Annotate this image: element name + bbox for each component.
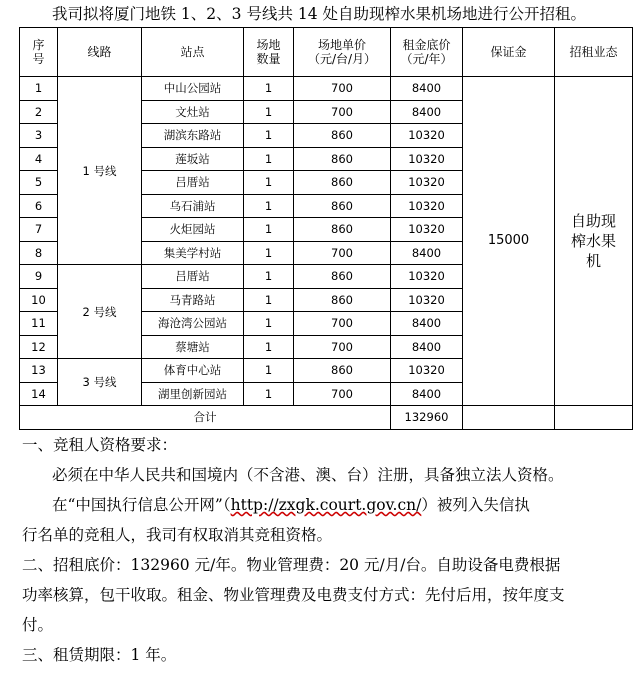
cell-seq: 13 [20,359,58,383]
total-empty-cell [463,406,555,430]
cell-qty: 1 [244,77,294,101]
cell-qty: 1 [244,359,294,383]
cell-qty: 1 [244,241,294,265]
cell-unit-price: 860 [294,288,391,312]
cell-station: 吕厝站 [142,265,244,289]
cell-seq: 12 [20,335,58,359]
cell-seq: 7 [20,218,58,242]
cell-rent: 8400 [391,241,463,265]
cell-line-1: 1 号线 [58,77,142,265]
cell-seq: 2 [20,100,58,124]
requirements-section [22,430,632,670]
cell-qty: 1 [244,288,294,312]
cell-seq: 8 [20,241,58,265]
section-1-heading: 一、竞租人资格要求： [22,436,178,454]
cell-station: 中山公园站 [142,77,244,101]
cell-qty: 1 [244,171,294,195]
cell-rent: 10320 [391,359,463,383]
cell-rent: 8400 [391,312,463,336]
cell-station: 火炬园站 [142,218,244,242]
cell-rent: 8400 [391,382,463,406]
cell-station: 体育中心站 [142,359,244,383]
header-seq: 序 号 [20,28,58,77]
cell-rent: 10320 [391,171,463,195]
cell-seq: 4 [20,147,58,171]
cell-station: 马青路站 [142,288,244,312]
rental-table [19,27,633,430]
cell-line-2: 2 号线 [58,265,142,359]
cell-station: 集美学村站 [142,241,244,265]
cell-qty: 1 [244,218,294,242]
cell-deposit: 15000 [463,77,555,406]
section-2-line-3: 付。 [22,616,54,634]
section-2-line-2: 功率核算，包干收取。租金、物业管理费及电费支付方式：先付后用，按年度支 [22,586,565,604]
header-base-rent: 租金底价 （元/年） [391,28,463,77]
cell-seq: 3 [20,124,58,148]
header-unit-price: 场地单价 （元/台/月） [294,28,391,77]
cell-rent: 10320 [391,265,463,289]
header-business: 招租业态 [555,28,633,77]
cell-rent: 10320 [391,194,463,218]
cell-station: 乌石浦站 [142,194,244,218]
cell-seq: 11 [20,312,58,336]
cell-unit-price: 700 [294,241,391,265]
total-label: 合计 [20,406,391,430]
cell-unit-price: 700 [294,77,391,101]
cell-seq: 5 [20,171,58,195]
cell-station: 湖滨东路站 [142,124,244,148]
cell-qty: 1 [244,147,294,171]
cell-unit-price: 700 [294,382,391,406]
header-station: 站点 [142,28,244,77]
header-line: 线路 [58,28,142,77]
table-header-row [20,28,633,77]
cell-seq: 6 [20,194,58,218]
cell-seq: 1 [20,77,58,101]
cell-qty: 1 [244,382,294,406]
cell-station: 吕厝站 [142,171,244,195]
cell-unit-price: 860 [294,359,391,383]
cell-unit-price: 860 [294,124,391,148]
cell-seq: 9 [20,265,58,289]
section-1-paragraph-1: 必须在中华人民共和国境内（不含港、澳、台）注册，具备独立法人资格。 [52,466,564,484]
cell-qty: 1 [244,312,294,336]
cell-station: 蔡塘站 [142,335,244,359]
cell-rent: 10320 [391,147,463,171]
section-1-paragraph-2-continued: 行名单的竞租人，我司有权取消其竞租资格。 [22,526,333,544]
cell-rent: 8400 [391,77,463,101]
cell-seq: 14 [20,382,58,406]
cell-rent: 10320 [391,124,463,148]
cell-station: 海沧湾公园站 [142,312,244,336]
cell-business: 自助现 榨水果 机 [555,77,633,406]
cell-qty: 1 [244,100,294,124]
cell-unit-price: 860 [294,218,391,242]
cell-station: 莲坂站 [142,147,244,171]
cell-qty: 1 [244,194,294,218]
cell-unit-price: 860 [294,171,391,195]
total-empty-cell [555,406,633,430]
header-deposit: 保证金 [463,28,555,77]
cell-rent: 10320 [391,218,463,242]
header-qty: 场地 数量 [244,28,294,77]
cell-qty: 1 [244,335,294,359]
total-value: 132960 [391,406,463,430]
section-1-paragraph-2: 在“中国执行信息公开网”（http://zxgk.court.gov.cn/）被列入失信执 [52,496,530,514]
cell-line-3: 3 号线 [58,359,142,406]
cell-unit-price: 700 [294,312,391,336]
cell-unit-price: 700 [294,335,391,359]
cell-qty: 1 [244,265,294,289]
cell-rent: 8400 [391,335,463,359]
section-2-line-1: 二、招租底价：132960 元/年。物业管理费：20 元/月/台。自助设备电费根据 [22,556,561,574]
cell-seq: 10 [20,288,58,312]
section-3: 三、租赁期限：1 年。 [22,646,177,664]
total-row [20,406,633,430]
cell-station: 湖里创新园站 [142,382,244,406]
cell-rent: 10320 [391,288,463,312]
cell-rent: 8400 [391,100,463,124]
cell-qty: 1 [244,124,294,148]
table-row [20,77,633,101]
cell-unit-price: 860 [294,265,391,289]
cell-unit-price: 860 [294,147,391,171]
cell-unit-price: 700 [294,100,391,124]
court-site-link[interactable]: http://zxgk.court.gov.cn/ [230,496,422,514]
cell-unit-price: 860 [294,194,391,218]
intro-paragraph: 我司拟将厦门地铁 1、2、3 号线共 14 处自助现榨水果机场地进行公开招租。 [52,5,587,23]
cell-station: 文灶站 [142,100,244,124]
